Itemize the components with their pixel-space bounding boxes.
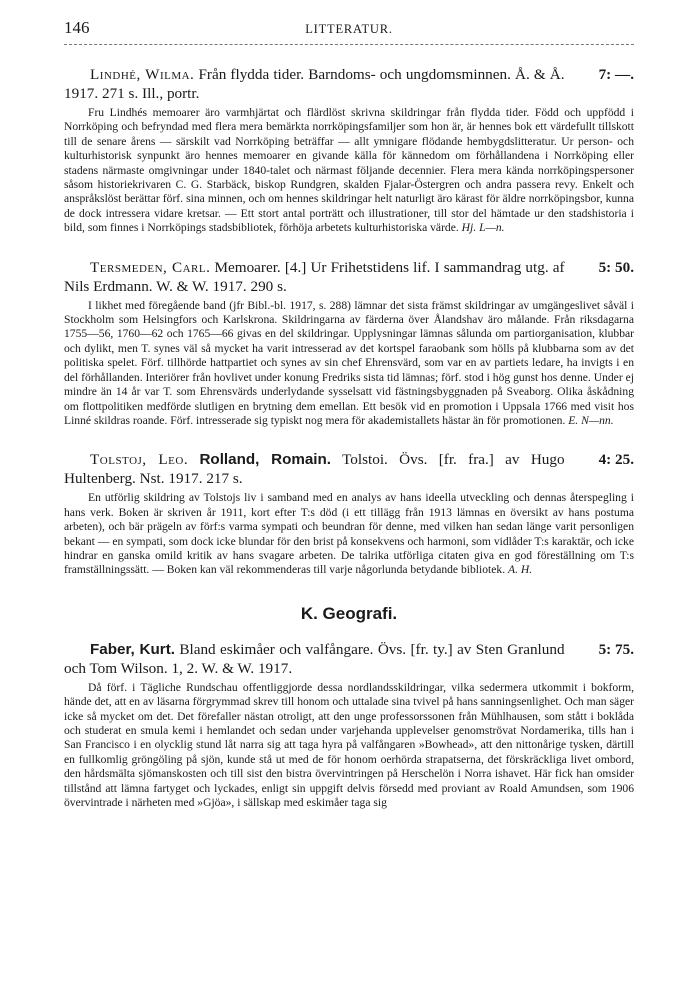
review-body: I likhet med föregående band (jfr Bibl.-bl. 1917, s. 288) lämnar det sista främst skildringar av umgängeslivet såväl i Stockholm som Helsingfors och Karlskrona. Skildringarna av färderna över Ålandshav äro målande. Från riksdagarna 1755—56, 1760—62 och 1765—66 givas en del skildringar. Upplysningar lämnas sålunda om partiorganisation, klubbar och dylikt, men T. synes väl så mycket ha varit intresserad av det kortspel faraobank som hölls på klubbarna som av det politiska spelet. Förf. tillhörde hattpartiet och synes av sin chef Ehrensvärd, som var en av partiets ledare, ha invigts i en del förhållanden. Interiörer från hovlivet under konung Fredriks sista tid lämnas; förf. stod i hög gunst hos denne. Under ej mindre än 14 år var T. som Ehrensvärds underlydande sysselsatt vid fästningsbyggnaden på Sveaborg. Olika åskådning om flottpolitiken medförde slutligen en brytning dem emellan. Ett besök vid en promotion i Uppsala 1766 med visit hos Linné skildras roande. Förf. intresserade sig typiskt nog mera för akademistallets hästar än för promotionen. [64,298,634,427]
price: 4: 25. [598,451,634,469]
book-title: Bland eskimåer och valfångare. Övs. [fr. ty.] av Sten Granlund och Tom Wilson. [64,640,565,677]
page-number: 146 [64,18,90,37]
header-rule [64,44,634,45]
running-head [64,18,634,44]
book-title: Från flydda tider. Barndoms- och ungdomsminnen. [198,66,511,83]
entry-header [64,640,634,678]
author: Tolstoj, Leo. [90,451,189,469]
publication-details: 1, 2. W. & W. 1917. [171,659,293,677]
review-body: Fru Lindhés memoarer äro varmhjärtat och flärdlöst skrivna skildringar från flydda tider. Född och uppfödd i Norrköping och befryndad med flera mera bemärkta norrköpingsfamiljer som hon är, är hennes bok ett värdefullt tillskott till de senare årens — särskilt vad Norrköping beträffar — allt ymnigare flödande hembygdslitteratur. Ur person- och kulturhistorisk synpunkt äro hennes memoarer en givande källa för kännedom om förhållandena i Norrköping eller stadens närmaste omgivningar under 1840-talet och närmast följande decennier. Flera mera kända norrköpingspersoner såsom historiekrivaren C. G. Starbäck, biskop Rundgren, skalden Fjalar-Östergren och andra passera revy. Enkelt och anspråkslöst berättar förf. sina minnen, och om hennes skildringar helt naturligt äro kärast för äldre norrköpingsbor, kunna de dock intressera vidare kretsar. — Ett stort antal porträtt och illustrationer, till stor del hämtade ur den stadshistoria i bild, som finnes i Norrköpings stadsbibliotek, förhöja arbetets kulturhistoriska värde. [64,106,634,235]
review-text [64,681,634,811]
entry-header [64,65,634,103]
page [64,18,634,832]
author: Lindhé, Wilma. [90,66,195,83]
book-author-bold: Rolland, Romain. [199,451,332,469]
review-text [64,106,634,236]
running-title: LITTERATUR. [305,22,393,36]
publication-details: Å. & Å. 1917. 271 s. Ill., portr. [64,66,565,102]
entry-header [64,258,634,296]
entry-tolstoj [64,450,634,577]
reviewer-signature: Hj. L—n. [461,221,505,235]
entry-tersmeden [64,258,634,429]
review-body: En utförlig skildring av Tolstojs liv i samband med en analys av hans ideella utveckling och dennas återspegling i hans verk. Boken är skriven år 1911, kort efter T:s död (i ett tillägg från 1913 lämnas en översikt av hans postuma arbeten), och bär prägeln av förf:s varma sympati och beundran för denne, med vilken han sedan länge varit personligen bekant — en sympati, som dock icke blundar för den brist på konsekvens och harmoni, som vidlåder T:s karaktär, och icke hindrar en ganska omild kritik av hans svagare arbeten. De talrika utförliga citaten giva en god föreställning om T:s framställningssätt. — Boken kan väl rekommenderas till varje någorlunda betydande bibliotek. [64,491,634,577]
publication-details: W. & W. 1917. 290 s. [156,277,287,295]
reviewer-signature: A. H. [508,563,533,577]
price: 5: 50. [598,258,634,276]
reviewer-signature: E. N—nn. [568,413,614,427]
review-text [64,299,634,429]
entry-lindhe [64,65,634,236]
review-text [64,491,634,577]
entry-faber [64,640,634,811]
book-title: Tolstoi. Övs. [fr. fra.] av Hugo Hultenberg. [64,451,565,488]
review-body: Då förf. i Tägliche Rundschau offentliggjorde dessa nordlandsskildringar, vilka sedermera utkommit i bokform, hände det, att en av läsarna förgrymmad skrev till honom och uttalade sina tvivel på hans sanningsenlighet. Och man säger icke så mycket om det. Det förefaller nästan otroligt, att den unge professorssonen från Mühlhausen, som stått i boklåda och studerat en smula kemi i hemlandet och sedan under varjehanda upplevelser genomströvat Nordamerika, tills han i San Francisco i en olycklig stund låt narra sig att taga hyra på valfångaren »Bowhead», att den nittonårige tysken, därtill en fullkomlig gröngöling på sjön, kunde stå ut med de för honom oerhörda strapatserna, det förskräckliga livet ombord, den hårdsmälta sjömanskosten och till sist den bistra övervintringen på Herschelön i Norra ishavet. Här fick han omsider tillstånd att lämna fartyget och lyckades, enligt sin uppgift delvis försedd med proviant av Roald Amundsen, som 1906 övervintrade i närheten med »Gjöa», i sällskap med eskimåer taga sig [64,680,634,809]
price: 7: —. [598,66,634,83]
author: Faber, Kurt. [90,640,175,658]
author: Tersmeden, Carl. [90,258,211,276]
price: 5: 75. [598,640,634,658]
section-heading: K. Geografi. [300,603,398,623]
publication-details: Nst. 1917. 217 s. [139,470,243,488]
entry-header [64,450,634,488]
book-title: Memoarer. [4.] Ur Frihetstidens lif. I sammandrag utg. af Nils Erdmann. [64,258,565,295]
